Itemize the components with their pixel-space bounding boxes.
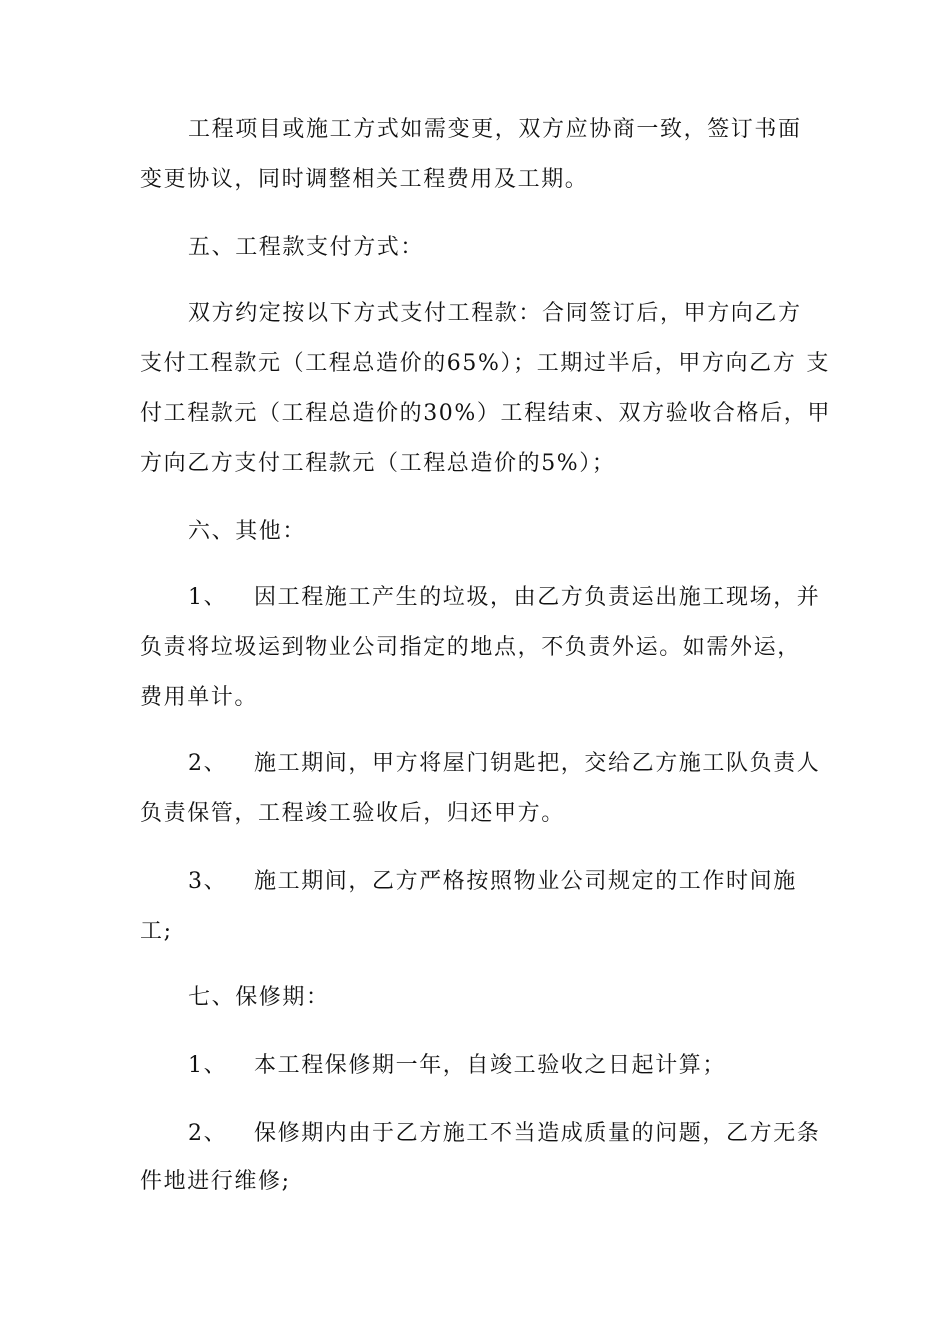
list-number: 3、 xyxy=(188,869,228,894)
paragraph-line: 工程项目或施工方式如需变更，双方应协商一致，签订书面 xyxy=(188,117,802,142)
list-number: 2、 xyxy=(188,1121,228,1146)
paragraph-line: 工; xyxy=(140,919,173,944)
list-item xyxy=(188,868,878,896)
paragraph-line: 方向乙方支付工程款元（工程总造价的5%）； xyxy=(140,451,616,476)
list-item xyxy=(188,750,878,778)
paragraph-line xyxy=(140,350,830,378)
paragraph-text: 甲 xyxy=(807,401,831,426)
paragraph-text: 支付工程款元（工程总造价的65%）；工期过半后，甲方向乙方 xyxy=(140,351,797,376)
list-text: 施工期间，甲方将屋门钥匙把，交给乙方施工队负责人 xyxy=(254,751,821,776)
list-item xyxy=(188,1120,878,1148)
paragraph-text: 付工程款元（工程总造价的30%）工程结束、双方验收合格后， xyxy=(140,401,808,426)
list-number: 2、 xyxy=(188,751,228,776)
paragraph-line: 费用单计。 xyxy=(140,685,259,710)
paragraph-text: 支 xyxy=(806,351,830,376)
section-heading: 七、保修期： xyxy=(188,985,330,1010)
paragraph-line xyxy=(140,400,830,428)
paragraph-line: 件地进行维修; xyxy=(140,1169,291,1194)
list-number: 1、 xyxy=(188,585,228,610)
list-item xyxy=(188,1052,878,1080)
paragraph-line: 变更协议，同时调整相关工程费用及工期。 xyxy=(140,167,589,192)
paragraph-line: 负责将垃圾运到物业公司指定的地点，不负责外运。如需外运， xyxy=(140,635,801,660)
list-text: 本工程保修期一年，自竣工验收之日起计算； xyxy=(254,1053,727,1078)
list-text: 施工期间，乙方严格按照物业公司规定的工作时间施 xyxy=(254,869,797,894)
list-number: 1、 xyxy=(188,1053,228,1078)
list-text: 因工程施工产生的垃圾，由乙方负责运出施工现场，并 xyxy=(254,585,821,610)
paragraph-line: 双方约定按以下方式支付工程款：合同签订后，甲方向乙方 xyxy=(188,301,802,326)
list-item xyxy=(188,584,878,612)
paragraph-line: 负责保管，工程竣工验收后，归还甲方。 xyxy=(140,801,565,826)
list-text: 保修期内由于乙方施工不当造成质量的问题，乙方无条 xyxy=(254,1121,821,1146)
section-heading: 五、工程款支付方式： xyxy=(188,235,425,260)
section-heading: 六、其他： xyxy=(188,519,307,544)
